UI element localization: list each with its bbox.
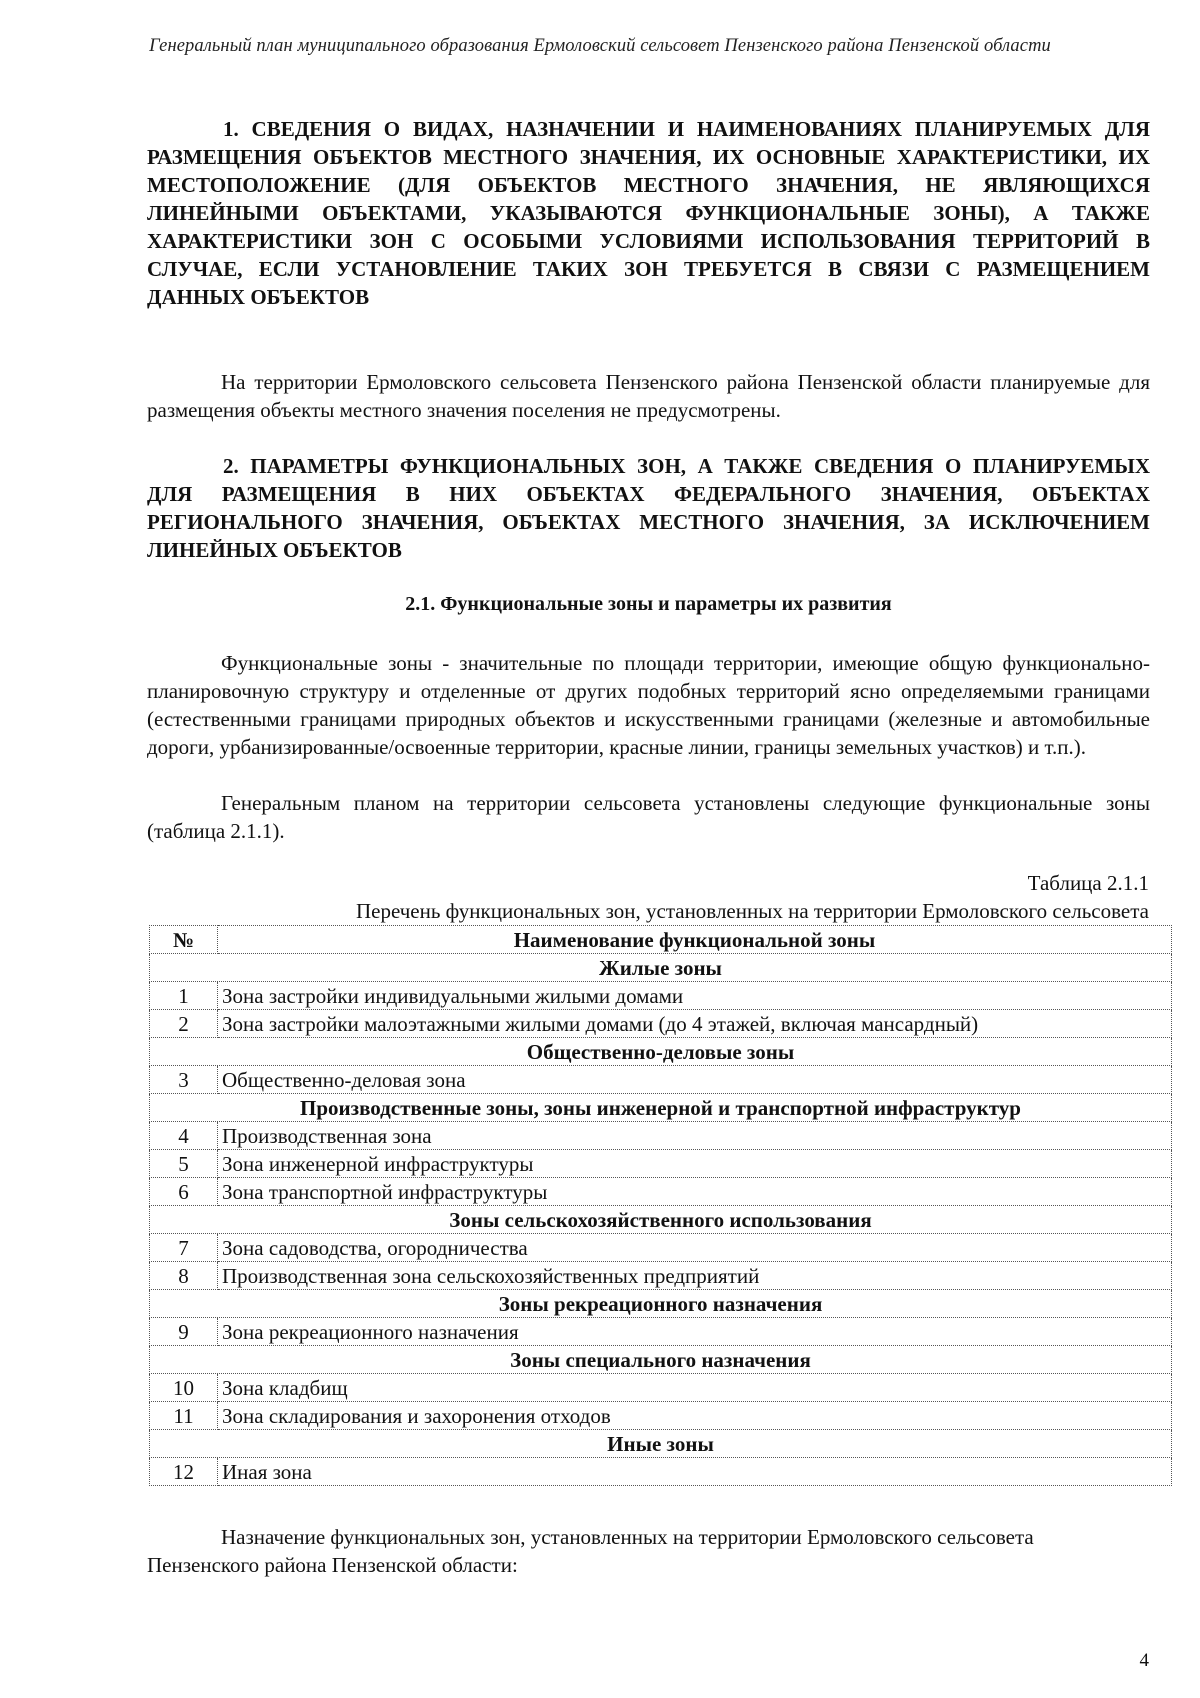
table-caption: Перечень функциональных зон, установленных на территории Ермоловского сельсовета (355, 899, 1149, 923)
zone-number: 12 (150, 1458, 218, 1486)
zones-purpose-intro: Назначение функциональных зон, установленных на территории Ермоловского сельсовета Пензенского района Пензенской области: (147, 1525, 1034, 1577)
functional-zones-table (149, 925, 1172, 1486)
zone-number: 5 (150, 1150, 218, 1178)
zone-name: Общественно-деловая зона (218, 1066, 1172, 1094)
table-group-row (150, 954, 1172, 982)
zone-group-title: Иные зоны (150, 1430, 1172, 1458)
table-row (150, 1262, 1172, 1290)
table-row (150, 1402, 1172, 1430)
zone-name: Зона инженерной инфраструктуры (218, 1150, 1172, 1178)
table-row (150, 1066, 1172, 1094)
zone-number: 6 (150, 1178, 218, 1206)
zone-group-title: Производственные зоны, зоны инженерной и транспортной инфраструктур (150, 1094, 1172, 1122)
column-header-number: № (150, 926, 218, 954)
zone-group-title: Зоны специального назначения (150, 1346, 1172, 1374)
zone-name: Зона садоводства, огородничества (218, 1234, 1172, 1262)
zone-name: Зона кладбищ (218, 1374, 1172, 1402)
zone-name: Иная зона (218, 1458, 1172, 1486)
zone-name: Зона застройки малоэтажными жилыми домами (до 4 этажей, включая мансардный) (218, 1010, 1172, 1038)
zone-name: Производственная зона сельскохозяйственных предприятий (218, 1262, 1172, 1290)
table-row (150, 1178, 1172, 1206)
table-group-row (150, 1206, 1172, 1234)
zone-number: 8 (150, 1262, 218, 1290)
section-1-heading: 1. СВЕДЕНИЯ О ВИДАХ, НАЗНАЧЕНИИ И НАИМЕНОВАНИЯХ ПЛАНИРУЕМЫХ ДЛЯ РАЗМЕЩЕНИЯ ОБЪЕКТОВ МЕСТНОГО ЗНАЧЕНИЯ, ИХ ОСНОВНЫЕ ХАРАКТЕРИСТИКИ, ИХ МЕСТОПОЛОЖЕНИЕ (ДЛЯ ОБЪЕКТОВ МЕСТНОГО ЗНАЧЕНИЯ, НЕ ЯВЛЯЮЩИХСЯ ЛИНЕЙНЫМИ ОБЪЕКТАМИ, УКАЗЫВАЮТСЯ ФУНКЦИОНАЛЬНЫЕ ЗОНЫ), А ТАКЖЕ ХАРАКТЕРИСТИКИ ЗОН С ОСОБЫМИ УСЛОВИЯМИ ИСПОЛЬЗОВАНИЯ ТЕРРИТОРИЙ В СЛУЧАЕ, ЕСЛИ УСТАНОВЛЕНИЕ ТАКИХ ЗОН ТРЕБУЕТСЯ В СВЯЗИ С РАЗМЕЩЕНИЕМ ДАННЫХ ОБЪЕКТОВ (147, 117, 1150, 309)
zone-number: 3 (150, 1066, 218, 1094)
zone-number: 9 (150, 1318, 218, 1346)
zone-number: 4 (150, 1122, 218, 1150)
column-header-zone-name: Наименование функциональной зоны (218, 926, 1172, 954)
table-number: Таблица 2.1.1 (1027, 871, 1149, 895)
zone-name: Производственная зона (218, 1122, 1172, 1150)
table-group-row (150, 1038, 1172, 1066)
section-1-paragraph: На территории Ермоловского сельсовета Пензенского района Пензенской области планируемые для размещения объекты местного значения поселения не предусмотрены. (147, 370, 1150, 422)
table-group-row (150, 1290, 1172, 1318)
table-group-row (150, 1346, 1172, 1374)
subsection-2-1-heading: 2.1. Функциональные зоны и параметры их развития (405, 593, 892, 615)
table-group-row (150, 1430, 1172, 1458)
zone-name: Зона складирования и захоронения отходов (218, 1402, 1172, 1430)
table-row (150, 1010, 1172, 1038)
zone-number: 11 (150, 1402, 218, 1430)
table-row (150, 1122, 1172, 1150)
functional-zones-definition: Функциональные зоны - значительные по площади территории, имеющие общую функционально-планировочную структуру и отделенные от других подобных территорий ясно определяемыми границами (естественными границами природных объектов и искусственными границами (железные и автомобильные дороги, урбанизированные/освоенные территории, красные линии, границы земельных участков) и т.п.). (147, 651, 1150, 759)
zone-number: 10 (150, 1374, 218, 1402)
table-header-row (150, 926, 1172, 954)
page-number: 4 (1139, 1650, 1149, 1671)
table-row (150, 1374, 1172, 1402)
zone-group-title: Зоны сельскохозяйственного использования (150, 1206, 1172, 1234)
section-2-heading: 2. ПАРАМЕТРЫ ФУНКЦИОНАЛЬНЫХ ЗОН, А ТАКЖЕ СВЕДЕНИЯ О ПЛАНИРУЕМЫХ ДЛЯ РАЗМЕЩЕНИЯ В НИХ ОБЪЕКТАХ ФЕДЕРАЛЬНОГО ЗНАЧЕНИЯ, ОБЪЕКТАХ РЕГИОНАЛЬНОГО ЗНАЧЕНИЯ, ОБЪЕКТАХ МЕСТНОГО ЗНАЧЕНИЯ, ЗА ИСКЛЮЧЕНИЕМ ЛИНЕЙНЫХ ОБЪЕКТОВ (147, 454, 1150, 562)
table-row (150, 1234, 1172, 1262)
zone-number: 2 (150, 1010, 218, 1038)
table-row (150, 1458, 1172, 1486)
zone-number: 1 (150, 982, 218, 1010)
table-row (150, 1150, 1172, 1178)
table-body (150, 954, 1172, 1486)
zone-group-title: Зоны рекреационного назначения (150, 1290, 1172, 1318)
table-group-row (150, 1094, 1172, 1122)
running-header: Генеральный план муниципального образования Ермоловский сельсовет Пензенского района Пензенской области (149, 36, 1051, 56)
table-row (150, 1318, 1172, 1346)
zone-group-title: Общественно-деловые зоны (150, 1038, 1172, 1066)
table-row (150, 982, 1172, 1010)
zone-number: 7 (150, 1234, 218, 1262)
zone-name: Зона застройки индивидуальными жилыми домами (218, 982, 1172, 1010)
zone-group-title: Жилые зоны (150, 954, 1172, 982)
zone-name: Зона транспортной инфраструктуры (218, 1178, 1172, 1206)
functional-zones-intro: Генеральным планом на территории сельсовета установлены следующие функциональные зоны (таблица 2.1.1). (147, 791, 1150, 843)
zone-name: Зона рекреационного назначения (218, 1318, 1172, 1346)
